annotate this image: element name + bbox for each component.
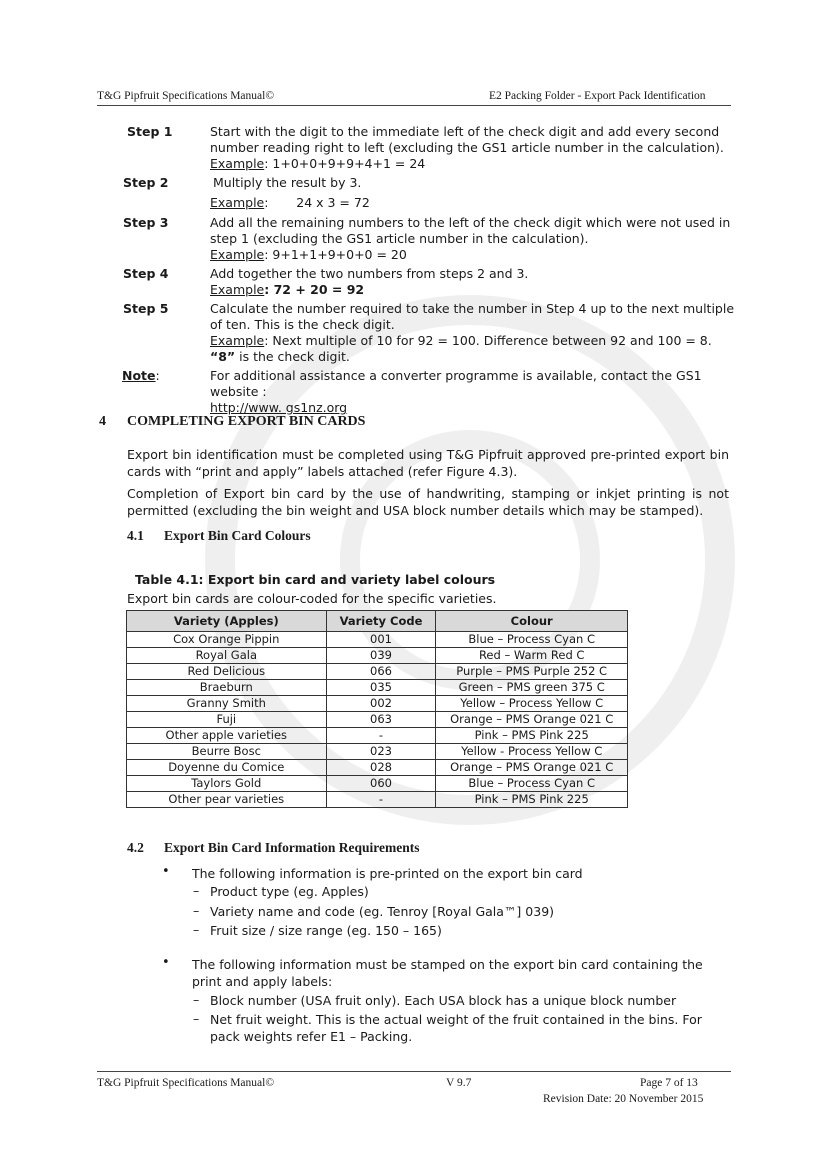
step-5-text bbox=[210, 301, 735, 365]
step-2-text bbox=[210, 175, 735, 211]
check-digit-value: “8” bbox=[210, 349, 236, 364]
note-line: For additional assistance a converter programme is available, contact the GS1 website : bbox=[210, 368, 702, 399]
code-cell: 039 bbox=[326, 648, 436, 664]
variety-cell: Granny Smith bbox=[127, 696, 327, 712]
variety-cell: Other apple varieties bbox=[127, 728, 327, 744]
example-value: : 9+1+1+9+0+0 = 20 bbox=[264, 247, 407, 262]
variety-cell: Taylors Gold bbox=[127, 776, 327, 792]
bullet-1-text: The following information is pre-printed on the export bin card bbox=[192, 866, 583, 881]
header-title: T&G Pipfruit Specifications Manual© bbox=[97, 90, 275, 102]
column-header-code: Variety Code bbox=[326, 611, 436, 632]
step-3-example bbox=[210, 247, 735, 263]
dash-marker: – bbox=[193, 922, 200, 937]
footer-revision-date: Revision Date: 20 November 2015 bbox=[543, 1093, 704, 1105]
step-5-example bbox=[210, 333, 735, 349]
table-row bbox=[127, 648, 628, 664]
colour-cell: Yellow - Process Yellow C bbox=[436, 744, 628, 760]
example-label: Example bbox=[210, 156, 265, 171]
colour-cell: Purple – PMS Purple 252 C bbox=[436, 664, 628, 680]
footer-rule bbox=[97, 1071, 731, 1072]
variety-cell: Fuji bbox=[127, 712, 327, 728]
step-2-line: Multiply the result by 3. bbox=[213, 175, 362, 190]
column-header-colour: Colour bbox=[436, 611, 628, 632]
bullet-1-item: Fruit size / size range (eg. 150 – 165) bbox=[210, 923, 442, 938]
variety-cell: Beurre Bosc bbox=[127, 744, 327, 760]
table-header-row bbox=[127, 611, 628, 632]
colour-cell: Yellow – Process Yellow C bbox=[436, 696, 628, 712]
step-4-text bbox=[210, 266, 735, 298]
section-4-para-2: Completion of Export bin card by the use of handwriting, stamping or inkjet printing is not permitted (excluding the bin weight and USA block number details which may be stamped). bbox=[127, 486, 729, 518]
code-cell: - bbox=[326, 728, 436, 744]
step-2-label: Step 2 bbox=[123, 175, 169, 190]
note-colon: : bbox=[155, 368, 160, 383]
note-label bbox=[122, 368, 160, 383]
table-row bbox=[127, 792, 628, 808]
table-row bbox=[127, 744, 628, 760]
colour-cell: Pink – PMS Pink 225 bbox=[436, 792, 628, 808]
step-1-text bbox=[210, 124, 735, 172]
note-text bbox=[210, 368, 735, 416]
header-rule bbox=[97, 105, 731, 106]
step-5-line: Calculate the number required to take the number in Step 4 up to the next multiple of ten. This is the check digit. bbox=[210, 301, 735, 332]
variety-cell: Other pear varieties bbox=[127, 792, 327, 808]
step-3-text bbox=[210, 215, 735, 263]
dash-marker: – bbox=[193, 883, 200, 898]
table-row bbox=[127, 760, 628, 776]
footer-title: T&G Pipfruit Specifications Manual© bbox=[97, 1077, 275, 1089]
footer-page-number: Page 7 of 13 bbox=[640, 1077, 698, 1089]
step-4-line: Add together the two numbers from steps 2 and 3. bbox=[210, 266, 529, 281]
variety-cell: Royal Gala bbox=[127, 648, 327, 664]
example-value: : 24 x 3 = 72 bbox=[264, 195, 370, 210]
table-row bbox=[127, 712, 628, 728]
footer-version: V 9.7 bbox=[446, 1077, 472, 1089]
variety-cell: Doyenne du Comice bbox=[127, 760, 327, 776]
colour-cell: Green – PMS green 375 C bbox=[436, 680, 628, 696]
code-cell: 028 bbox=[326, 760, 436, 776]
code-cell: 035 bbox=[326, 680, 436, 696]
example-label: Example bbox=[210, 282, 265, 297]
colour-cell: Orange – PMS Orange 021 C bbox=[436, 712, 628, 728]
variety-cell: Cox Orange Pippin bbox=[127, 632, 327, 648]
bullet-1-item: Product type (eg. Apples) bbox=[210, 884, 369, 899]
code-cell: 002 bbox=[326, 696, 436, 712]
bullet-marker: • bbox=[162, 864, 170, 879]
header-section: E2 Packing Folder - Export Pack Identification bbox=[489, 90, 706, 102]
bullet-2-text: The following information must be stamped on the export bin card containing the print and apply labels: bbox=[192, 957, 703, 989]
bullet-2-item: Block number (USA fruit only). Each USA block has a unique block number bbox=[210, 993, 677, 1008]
example-value: : Next multiple of 10 for 92 = 100. Difference between 92 and 100 = 8. bbox=[264, 333, 712, 348]
step-5-result bbox=[210, 349, 735, 365]
table-caption: Table 4.1: Export bin card and variety label colours bbox=[135, 572, 496, 587]
step-4-label: Step 4 bbox=[123, 266, 169, 281]
step-5-label: Step 5 bbox=[123, 301, 169, 316]
section-4-2-number: 4.2 bbox=[127, 840, 144, 855]
table-row bbox=[127, 664, 628, 680]
column-header-variety: Variety (Apples) bbox=[127, 611, 327, 632]
colour-cell: Red – Warm Red C bbox=[436, 648, 628, 664]
step-3-line: Add all the remaining numbers to the left of the check digit which were not used in step 1 (excluding the GS1 article number in the calculation). bbox=[210, 215, 731, 246]
step-2-example bbox=[210, 195, 735, 211]
step-1-example bbox=[210, 156, 735, 172]
table-row bbox=[127, 696, 628, 712]
table-row bbox=[127, 776, 628, 792]
gs1-website-link[interactable]: http://www. gs1nz.org bbox=[210, 400, 348, 415]
bullet-marker: • bbox=[162, 955, 170, 970]
colour-cell: Blue – Process Cyan C bbox=[436, 776, 628, 792]
step-1-line: Start with the digit to the immediate left of the check digit and add every second number reading right to left (excluding the GS1 article number in the calculation). bbox=[210, 124, 724, 155]
section-4-1-title: Export Bin Card Colours bbox=[164, 528, 311, 543]
colour-cell: Blue – Process Cyan C bbox=[436, 632, 628, 648]
example-value: : 72 + 20 = 92 bbox=[264, 282, 365, 297]
bullet-2-item: Net fruit weight. This is the actual weight of the fruit contained in the bins. For pack weights refer E1 – Packing. bbox=[210, 1012, 702, 1044]
table-row bbox=[127, 632, 628, 648]
check-digit-text: is the check digit. bbox=[235, 349, 350, 364]
example-value: : 1+0+0+9+9+4+1 = 24 bbox=[264, 156, 426, 171]
example-label: Example bbox=[210, 333, 265, 348]
code-cell: 001 bbox=[326, 632, 436, 648]
table-intro: Export bin cards are colour-coded for the specific varieties. bbox=[127, 591, 497, 606]
code-cell: 060 bbox=[326, 776, 436, 792]
section-4-para-1: Export bin identification must be completed using T&G Pipfruit approved pre-printed export bin cards with “print and apply” labels attached (refer Figure 4.3). bbox=[127, 447, 729, 479]
step-4-example bbox=[210, 282, 735, 298]
code-cell: 063 bbox=[326, 712, 436, 728]
section-4-title: COMPLETING EXPORT BIN CARDS bbox=[127, 414, 366, 429]
code-cell: 066 bbox=[326, 664, 436, 680]
code-cell: - bbox=[326, 792, 436, 808]
variety-cell: Braeburn bbox=[127, 680, 327, 696]
dash-marker: – bbox=[193, 903, 200, 918]
note-label-text: Note bbox=[122, 368, 156, 383]
step-1-label: Step 1 bbox=[127, 124, 173, 139]
example-label: Example bbox=[210, 195, 265, 210]
section-4-1-number: 4.1 bbox=[127, 528, 144, 543]
code-cell: 023 bbox=[326, 744, 436, 760]
colour-table bbox=[126, 610, 628, 808]
dash-marker: – bbox=[193, 992, 200, 1007]
example-label: Example bbox=[210, 247, 265, 262]
section-4-2-title: Export Bin Card Information Requirements bbox=[164, 840, 420, 855]
section-4-number: 4 bbox=[99, 414, 106, 429]
dash-marker: – bbox=[193, 1011, 200, 1026]
table-row bbox=[127, 680, 628, 696]
bullet-1-item: Variety name and code (eg. Tenroy [Royal Gala™] 039) bbox=[210, 904, 555, 919]
variety-cell: Red Delicious bbox=[127, 664, 327, 680]
colour-cell: Orange – PMS Orange 021 C bbox=[436, 760, 628, 776]
table-row bbox=[127, 728, 628, 744]
step-3-label: Step 3 bbox=[123, 215, 169, 230]
colour-cell: Pink – PMS Pink 225 bbox=[436, 728, 628, 744]
